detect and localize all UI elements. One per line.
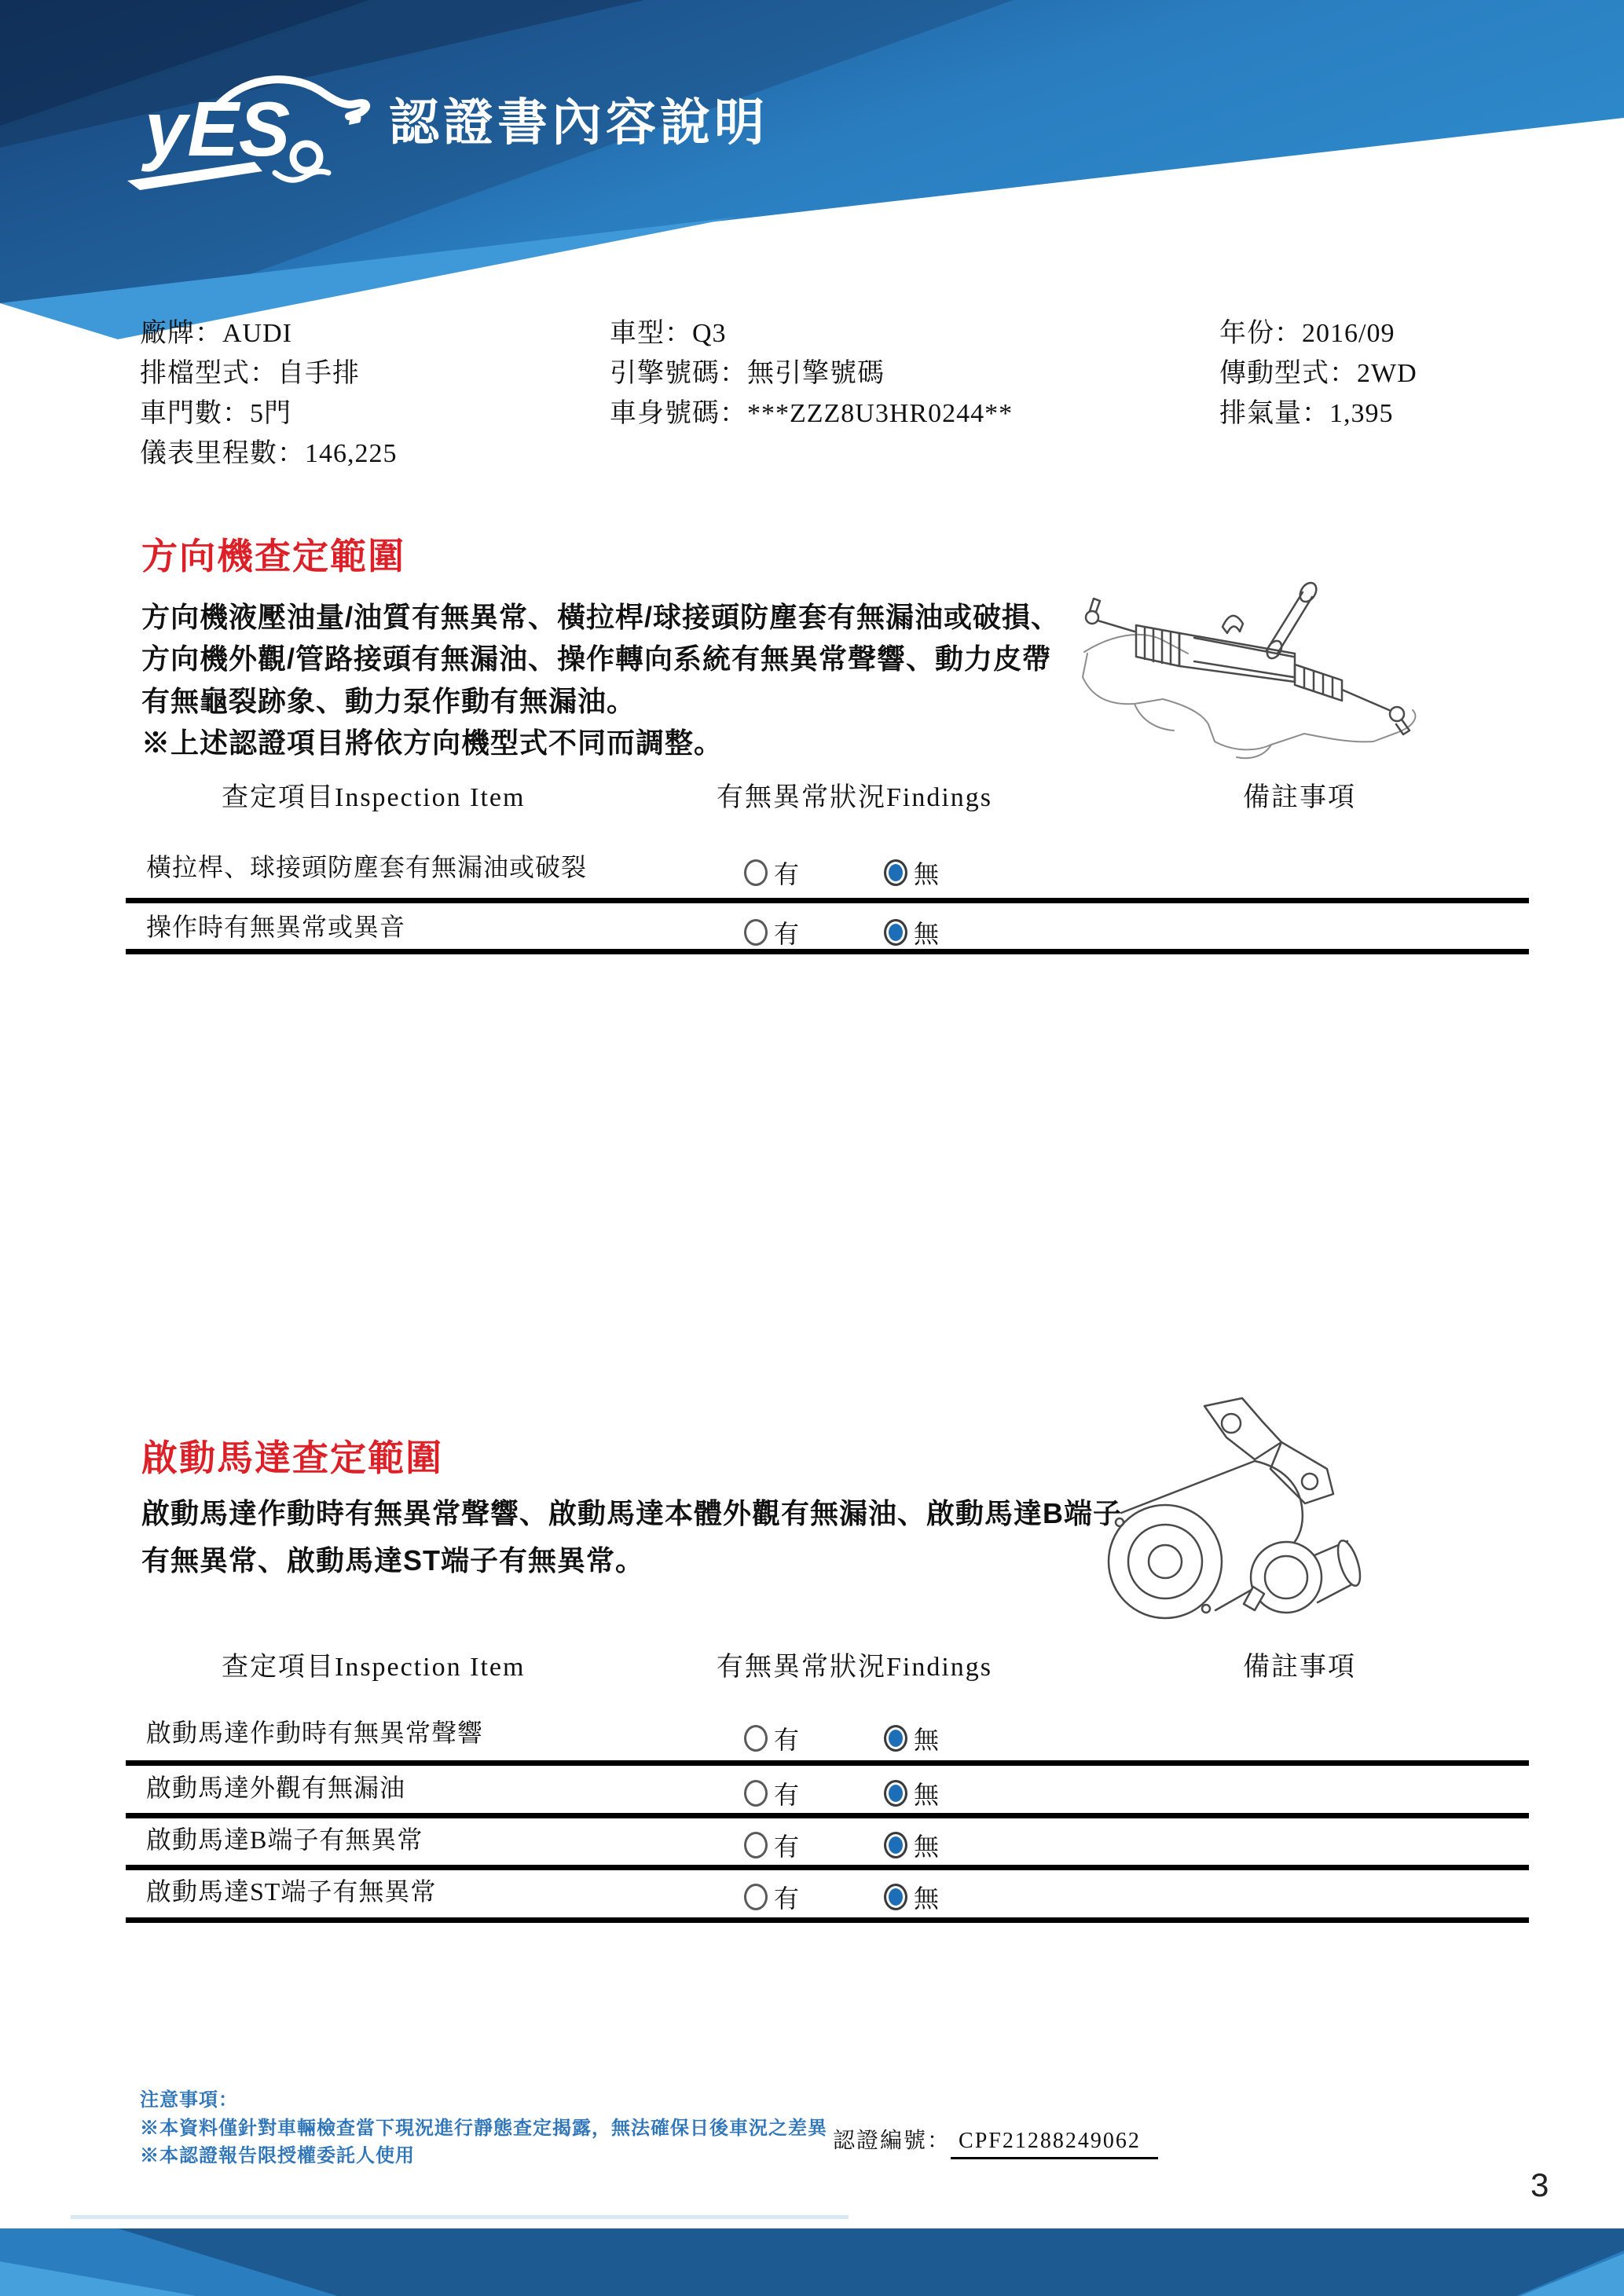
section-desc-line: ※上述認證項目將依方向機型式不同而調整。 — [141, 727, 724, 759]
certificate-number-label: 認證編號： — [833, 2129, 951, 2153]
radio-no-label: 無 — [914, 860, 940, 888]
vehicle-mileage: 儀表里程數：146,225 — [140, 439, 398, 468]
radio-yes[interactable] — [744, 1884, 768, 1910]
radio-yes-label: 有 — [774, 1884, 800, 1913]
radio-yes[interactable] — [744, 1725, 768, 1752]
starter-motor-illustration — [1088, 1389, 1363, 1632]
t1-header-findings: 有無異常狀況Findings — [717, 783, 993, 812]
row-divider — [126, 949, 1529, 954]
t2-row1-finding-radios — [744, 1720, 939, 1756]
radio-no-label: 無 — [914, 1833, 940, 1861]
t1-row1-finding-radios — [744, 855, 939, 891]
footer-banner — [0, 2228, 1624, 2296]
radio-no-label: 無 — [914, 1726, 940, 1754]
vehicle-drivetrain: 傳動型式：2WD — [1219, 359, 1417, 388]
page-number: 3 — [1531, 2166, 1549, 2203]
radio-yes[interactable] — [744, 1780, 768, 1807]
t2-row2-item: 啟動馬達外觀有無漏油 — [146, 1774, 406, 1802]
vehicle-engine-no: 引擎號碼：無引擎號碼 — [610, 359, 885, 388]
certificate-number-value: CPF21288249062 — [951, 2129, 1158, 2159]
car-wheel-icon — [293, 144, 320, 170]
t2-header-findings: 有無異常狀況Findings — [717, 1653, 993, 1682]
t2-row2-finding-radios — [744, 1775, 939, 1811]
t2-row4-finding-radios — [744, 1879, 939, 1915]
t1-header-item: 查定項目Inspection Item — [222, 783, 526, 812]
car-front-icon — [349, 113, 361, 125]
page-title: 認證書內容說明 — [389, 94, 768, 151]
radio-no-selected[interactable] — [884, 1884, 907, 1910]
t1-row2-item: 操作時有無異常或異音 — [146, 913, 406, 941]
t1-header-remarks: 備註事項 — [1243, 783, 1356, 812]
radio-yes-label: 有 — [774, 860, 800, 888]
steering-rack-illustration — [1069, 559, 1430, 764]
radio-no-label: 無 — [914, 1781, 940, 1809]
vehicle-year: 年份：2016/09 — [1219, 319, 1395, 348]
radio-yes[interactable] — [744, 1832, 768, 1858]
t2-row1-item: 啟動馬達作動時有無異常聲響 — [146, 1719, 484, 1747]
section-desc-line: 啟動馬達作動時有無異常聲響、啟動馬達本體外觀有無漏油、啟動馬達B端子 — [141, 1497, 1122, 1529]
vehicle-model: 車型：Q3 — [610, 319, 727, 348]
t2-row4-item: 啟動馬達ST端子有無異常 — [146, 1877, 437, 1906]
radio-no-selected[interactable] — [884, 1832, 907, 1858]
footer-banner-dark — [118, 2228, 1624, 2296]
logo-text: yES — [145, 86, 291, 172]
section-desc-line: 有無異常、啟動馬達ST端子有無異常。 — [141, 1544, 645, 1576]
row-divider — [126, 1813, 1529, 1818]
radio-yes-label: 有 — [774, 1833, 800, 1861]
row-divider — [126, 898, 1529, 903]
section-desc-line: 有無龜裂跡象、動力泵作動有無漏油。 — [141, 685, 636, 717]
vehicle-displacement: 排氣量：1,395 — [1219, 399, 1394, 428]
radio-no-selected[interactable] — [884, 1780, 907, 1807]
t2-row3-finding-radios — [744, 1827, 939, 1863]
vehicle-doors: 車門數：5門 — [140, 399, 291, 428]
radio-no-selected[interactable] — [884, 1725, 907, 1752]
vehicle-transmission: 排檔型式：自手排 — [140, 359, 360, 388]
radio-yes-label: 有 — [774, 1726, 800, 1754]
row-divider — [126, 1865, 1529, 1870]
t2-header-item: 查定項目Inspection Item — [222, 1653, 526, 1682]
row-divider — [126, 1917, 1529, 1923]
notice-line: ※本認證報告限授權委託人使用 — [140, 2145, 415, 2166]
t2-row3-item: 啟動馬達B端子有無異常 — [146, 1825, 423, 1854]
radio-no-label: 無 — [914, 920, 940, 948]
section-desc-line: 方向機外觀/管路接頭有無漏油、操作轉向系統有無異常聲響、動力皮帶 — [141, 643, 1052, 675]
notice-line: ※本資料僅針對車輛檢查當下現況進行靜態查定揭露，無法確保日後車況之差異 — [140, 2118, 827, 2139]
radio-no-label: 無 — [914, 1884, 940, 1913]
radio-no-selected[interactable] — [884, 919, 907, 946]
radio-yes-label: 有 — [774, 920, 800, 948]
section-desc-line: 方向機液壓油量/油質有無異常、橫拉桿/球接頭防塵套有無漏油或破損、 — [141, 601, 1061, 633]
certificate-number-line — [833, 2129, 1158, 2154]
radio-yes[interactable] — [744, 919, 768, 946]
footer-divider — [71, 2215, 849, 2219]
vehicle-vin: 車身號碼：***ZZZ8U3HR0244** — [610, 399, 1014, 428]
radio-no-selected[interactable] — [884, 859, 907, 886]
notice-title: 注意事項： — [140, 2089, 238, 2111]
yes-logo — [124, 64, 383, 190]
radio-yes-label: 有 — [774, 1781, 800, 1809]
t1-row2-finding-radios — [744, 914, 939, 950]
t2-header-remarks: 備註事項 — [1243, 1653, 1356, 1682]
row-divider — [126, 1760, 1529, 1766]
t1-row1-item: 橫拉桿、球接頭防塵套有無漏油或破裂 — [146, 853, 588, 881]
radio-yes[interactable] — [744, 859, 768, 886]
vehicle-brand: 廠牌：AUDI — [140, 319, 292, 348]
section-title-steering: 方向機查定範圍 — [141, 536, 405, 577]
section-title-starter: 啟動馬達查定範圍 — [141, 1437, 443, 1478]
